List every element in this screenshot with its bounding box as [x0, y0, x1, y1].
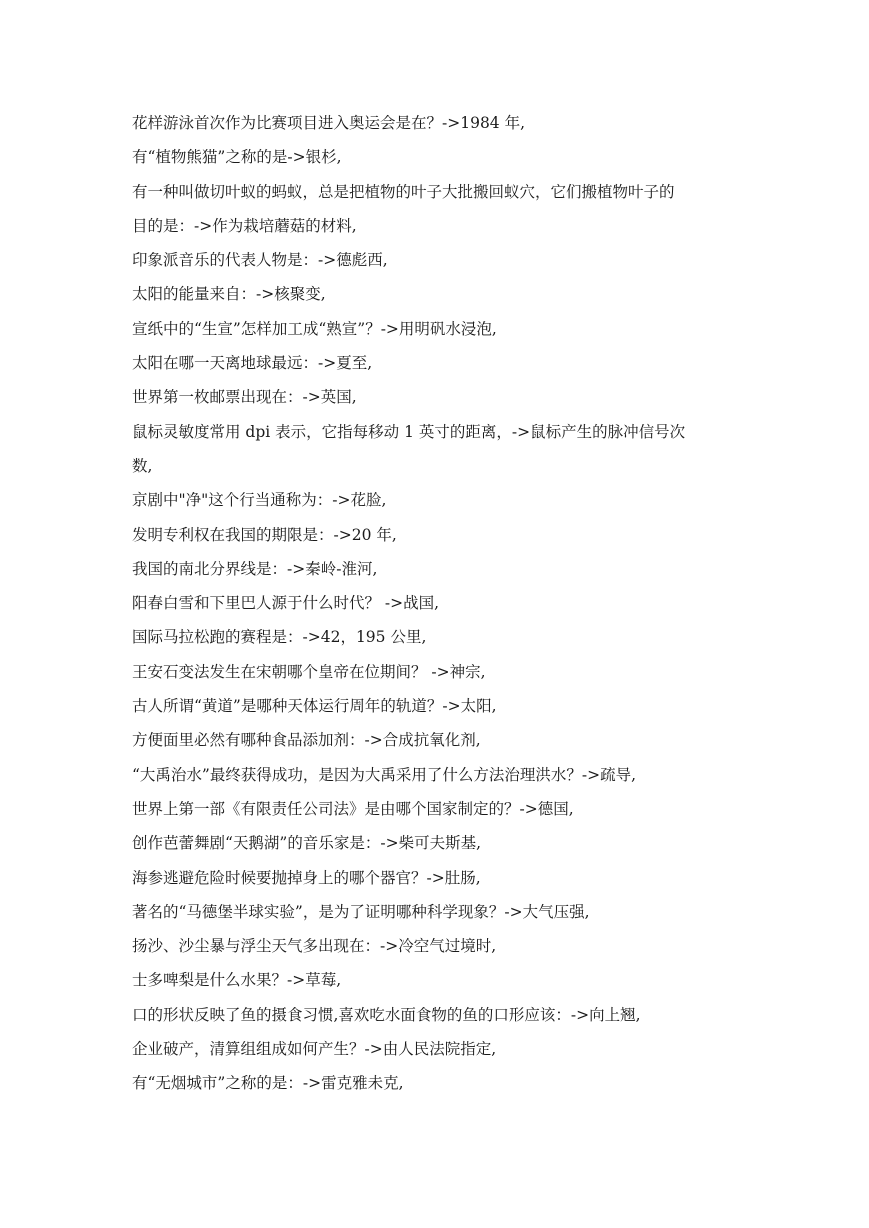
text-line: 世界上第一部《有限责任公司法》是由哪个国家制定的？->德国,: [132, 799, 574, 818]
text-line: 国际马拉松跑的赛程是：->42，195 公里,: [132, 628, 427, 647]
text-line: 方便面里必然有哪种食品添加剂：->合成抗氧化剂,: [132, 731, 481, 750]
text-line: 世界第一枚邮票出现在：->英国,: [132, 388, 357, 407]
text-line: 扬沙、沙尘暴与浮尘天气多出现在：->冷空气过境时,: [132, 937, 497, 956]
text-line: 海参逃避危险时候要抛掉身上的哪个器官？->肚肠,: [132, 868, 481, 887]
document-body: [132, 106, 752, 1101]
text-line: 有“植物熊猫”之称的是->银杉,: [132, 148, 342, 167]
text-line: 发明专利权在我国的期限是：->20 年,: [132, 525, 397, 544]
text-line: 企业破产，清算组组成如何产生？->由人民法院指定,: [132, 1040, 497, 1059]
text-line: 古人所谓“黄道”是哪种天体运行周年的轨道？->太阳,: [132, 697, 497, 716]
text-line: 有一种叫做切叶蚁的蚂蚁，总是把植物的叶子大批搬回蚁穴，它们搬植物叶子的: [132, 182, 675, 201]
text-line: 印象派音乐的代表人物是：->德彪西,: [132, 251, 388, 270]
text-line: 京剧中"净"这个行当通称为：->花脸,: [132, 491, 387, 510]
text-line: 创作芭蕾舞剧“天鹅湖”的音乐家是：->柴可夫斯基,: [132, 834, 482, 853]
text-line: 有“无烟城市”之称的是：->雷克雅未克,: [132, 1074, 404, 1093]
text-line: 宣纸中的“生宣”怎样加工成“熟宣”？->用明矾水浸泡,: [132, 319, 497, 338]
text-line: 太阳在哪一天离地球最远：->夏至,: [132, 354, 373, 373]
text-line: 口的形状反映了鱼的摄食习惯,喜欢吃水面食物的鱼的口形应该：->向上翘,: [132, 1005, 641, 1024]
text-line: “大禹治水”最终获得成功，是因为大禹采用了什么方法治理洪水？->疏导,: [132, 765, 637, 784]
text-line: 目的是：->作为栽培蘑菇的材料,: [132, 216, 357, 235]
text-line: 太阳的能量来自：->核聚变,: [132, 285, 326, 304]
text-line: 鼠标灵敏度常用 dpi 表示，它指每移动 1 英寸的距离，->鼠标产生的脉冲信号次: [132, 422, 686, 441]
text-line: 花样游泳首次作为比赛项目进入奥运会是在？->1984 年,: [132, 114, 526, 132]
text-line: 王安石变法发生在宋朝哪个皇帝在位期间？ ->神宗,: [132, 662, 486, 681]
text-line: 数,: [132, 456, 153, 475]
text-line: 我国的南北分界线是：->秦岭-淮河,: [132, 559, 378, 578]
text-line: 著名的“马德堡半球实验”，是为了证明哪种科学现象？->大气压强,: [132, 902, 590, 921]
text-line: 阳春白雪和下里巴人源于什么时代？ ->战国,: [132, 594, 440, 613]
text-line: 士多啤梨是什么水果？->草莓,: [132, 971, 342, 990]
